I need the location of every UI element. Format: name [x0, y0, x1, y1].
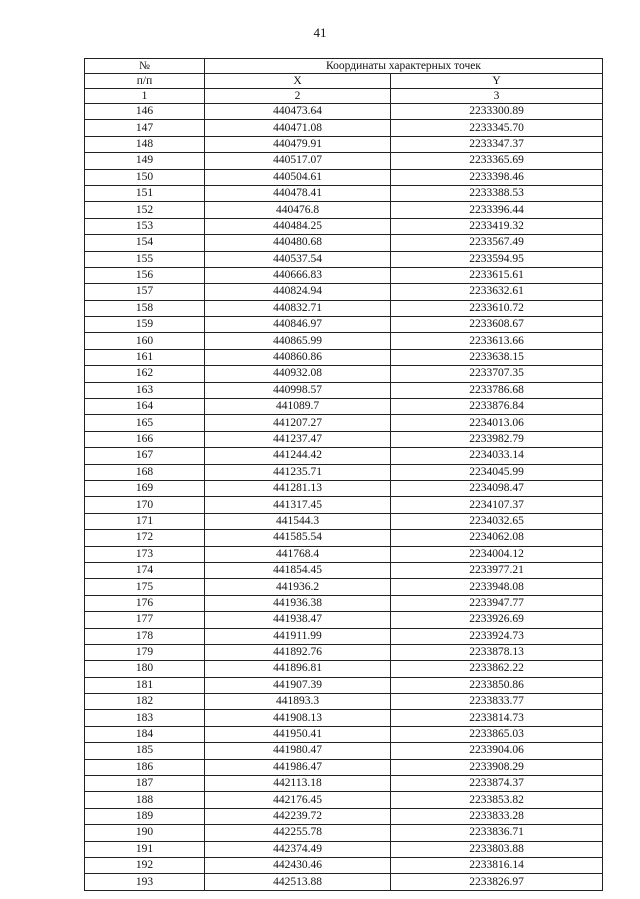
point-number-cell: 155 — [85, 251, 205, 267]
point-number-cell: 170 — [85, 497, 205, 513]
page-number: 41 — [313, 25, 327, 40]
x-coordinate-cell: 441281.13 — [205, 480, 391, 496]
y-coordinate-cell: 2234032.65 — [391, 513, 603, 529]
table-row — [85, 136, 603, 152]
x-coordinate-cell: 441938.47 — [205, 612, 391, 628]
table-row — [85, 448, 603, 464]
table-row — [85, 267, 603, 283]
x-coordinate-cell: 442430.46 — [205, 857, 391, 873]
point-number-cell: 190 — [85, 825, 205, 841]
table-row — [85, 677, 603, 693]
point-number-cell: 177 — [85, 612, 205, 628]
point-number-cell: 163 — [85, 382, 205, 398]
point-number-cell: 176 — [85, 595, 205, 611]
point-number-cell: 156 — [85, 267, 205, 283]
point-number-cell: 191 — [85, 841, 205, 857]
point-number-cell: 183 — [85, 710, 205, 726]
table-row — [85, 595, 603, 611]
point-number-cell: 150 — [85, 169, 205, 185]
column-number-1: 1 — [85, 89, 205, 104]
table-row — [85, 349, 603, 365]
x-coordinate-cell: 440484.25 — [205, 218, 391, 234]
table-row — [85, 825, 603, 841]
point-number-cell: 193 — [85, 874, 205, 890]
point-number-cell: 168 — [85, 464, 205, 480]
y-coordinate-cell: 2234004.12 — [391, 546, 603, 562]
x-coordinate-cell: 441544.3 — [205, 513, 391, 529]
point-number-cell: 192 — [85, 857, 205, 873]
table-row — [85, 169, 603, 185]
point-number-cell: 158 — [85, 300, 205, 316]
point-number-cell: 148 — [85, 136, 205, 152]
x-coordinate-cell: 442239.72 — [205, 808, 391, 824]
y-coordinate-cell: 2233904.06 — [391, 743, 603, 759]
y-coordinate-cell: 2233396.44 — [391, 202, 603, 218]
point-number-cell: 174 — [85, 562, 205, 578]
x-coordinate-cell: 440537.54 — [205, 251, 391, 267]
y-coordinate-cell: 2233365.69 — [391, 153, 603, 169]
y-coordinate-cell: 2233924.73 — [391, 628, 603, 644]
point-number-cell: 185 — [85, 743, 205, 759]
x-coordinate-cell: 440517.07 — [205, 153, 391, 169]
y-coordinate-cell: 2233613.66 — [391, 333, 603, 349]
table-row — [85, 841, 603, 857]
y-coordinate-cell: 2233608.67 — [391, 317, 603, 333]
table-row — [85, 153, 603, 169]
y-coordinate-cell: 2233632.61 — [391, 284, 603, 300]
table-row — [85, 284, 603, 300]
header-num-line2: п/п — [85, 74, 205, 89]
x-coordinate-cell: 441089.7 — [205, 399, 391, 415]
x-coordinate-cell: 441907.39 — [205, 677, 391, 693]
y-coordinate-cell: 2233347.37 — [391, 136, 603, 152]
x-coordinate-cell: 441854.45 — [205, 562, 391, 578]
x-coordinate-cell: 441896.81 — [205, 661, 391, 677]
x-coordinate-cell: 441317.45 — [205, 497, 391, 513]
point-number-cell: 172 — [85, 530, 205, 546]
table-row — [85, 300, 603, 316]
table-row — [85, 710, 603, 726]
point-number-cell: 157 — [85, 284, 205, 300]
x-coordinate-cell: 441892.76 — [205, 644, 391, 660]
y-coordinate-cell: 2234013.06 — [391, 415, 603, 431]
table-row — [85, 857, 603, 873]
table-row — [85, 415, 603, 431]
y-coordinate-cell: 2233610.72 — [391, 300, 603, 316]
y-coordinate-cell: 2233850.86 — [391, 677, 603, 693]
x-coordinate-cell: 441936.38 — [205, 595, 391, 611]
x-coordinate-cell: 440832.71 — [205, 300, 391, 316]
column-number-3: 3 — [391, 89, 603, 104]
point-number-cell: 153 — [85, 218, 205, 234]
point-number-cell: 167 — [85, 448, 205, 464]
x-coordinate-cell: 441893.3 — [205, 694, 391, 710]
x-coordinate-cell: 440471.08 — [205, 120, 391, 136]
x-coordinate-cell: 441911.99 — [205, 628, 391, 644]
point-number-cell: 184 — [85, 726, 205, 742]
point-number-cell: 159 — [85, 317, 205, 333]
point-number-cell: 164 — [85, 399, 205, 415]
x-coordinate-cell: 441986.47 — [205, 759, 391, 775]
point-number-cell: 182 — [85, 694, 205, 710]
x-coordinate-cell: 441908.13 — [205, 710, 391, 726]
point-number-cell: 179 — [85, 644, 205, 660]
y-coordinate-cell: 2233638.15 — [391, 349, 603, 365]
header-coordinates-group: Координаты характерных точек — [205, 59, 603, 74]
table-row — [85, 546, 603, 562]
table-row — [85, 251, 603, 267]
x-coordinate-cell: 440998.57 — [205, 382, 391, 398]
y-coordinate-cell: 2233300.89 — [391, 104, 603, 120]
x-coordinate-cell: 440824.94 — [205, 284, 391, 300]
table-row — [85, 185, 603, 201]
x-coordinate-cell: 440473.64 — [205, 104, 391, 120]
table-row — [85, 120, 603, 136]
y-coordinate-cell: 2233567.49 — [391, 235, 603, 251]
y-coordinate-cell: 2233947.77 — [391, 595, 603, 611]
table-row — [85, 464, 603, 480]
coordinates-table — [84, 58, 603, 891]
table-row — [85, 612, 603, 628]
header-y: Y — [391, 74, 603, 89]
x-coordinate-cell: 441237.47 — [205, 431, 391, 447]
point-number-cell: 152 — [85, 202, 205, 218]
x-coordinate-cell: 442113.18 — [205, 776, 391, 792]
table-row — [85, 235, 603, 251]
y-coordinate-cell: 2233876.84 — [391, 399, 603, 415]
x-coordinate-cell: 442176.45 — [205, 792, 391, 808]
y-coordinate-cell: 2233816.14 — [391, 857, 603, 873]
point-number-cell: 186 — [85, 759, 205, 775]
y-coordinate-cell: 2233594.95 — [391, 251, 603, 267]
x-coordinate-cell: 441585.54 — [205, 530, 391, 546]
point-number-cell: 181 — [85, 677, 205, 693]
table-row — [85, 628, 603, 644]
x-coordinate-cell: 440478.41 — [205, 185, 391, 201]
y-coordinate-cell: 2233926.69 — [391, 612, 603, 628]
x-coordinate-cell: 441950.41 — [205, 726, 391, 742]
x-coordinate-cell: 441768.4 — [205, 546, 391, 562]
y-coordinate-cell: 2233388.53 — [391, 185, 603, 201]
point-number-cell: 178 — [85, 628, 205, 644]
x-coordinate-cell: 440480.68 — [205, 235, 391, 251]
point-number-cell: 147 — [85, 120, 205, 136]
table-row — [85, 562, 603, 578]
point-number-cell: 160 — [85, 333, 205, 349]
y-coordinate-cell: 2233874.37 — [391, 776, 603, 792]
x-coordinate-cell: 440846.97 — [205, 317, 391, 333]
table-row — [85, 759, 603, 775]
x-coordinate-cell: 441244.42 — [205, 448, 391, 464]
column-number-2: 2 — [205, 89, 391, 104]
table-row — [85, 431, 603, 447]
y-coordinate-cell: 2234098.47 — [391, 480, 603, 496]
point-number-cell: 173 — [85, 546, 205, 562]
y-coordinate-cell: 2233948.08 — [391, 579, 603, 595]
table-row — [85, 644, 603, 660]
y-coordinate-cell: 2233826.97 — [391, 874, 603, 890]
y-coordinate-cell: 2233862.22 — [391, 661, 603, 677]
point-number-cell: 162 — [85, 366, 205, 382]
table-row — [85, 104, 603, 120]
y-coordinate-cell: 2233853.82 — [391, 792, 603, 808]
y-coordinate-cell: 2234107.37 — [391, 497, 603, 513]
y-coordinate-cell: 2234033.14 — [391, 448, 603, 464]
x-coordinate-cell: 440865.99 — [205, 333, 391, 349]
y-coordinate-cell: 2233814.73 — [391, 710, 603, 726]
point-number-cell: 169 — [85, 480, 205, 496]
table-row — [85, 776, 603, 792]
y-coordinate-cell: 2233878.13 — [391, 644, 603, 660]
y-coordinate-cell: 2233419.32 — [391, 218, 603, 234]
point-number-cell: 188 — [85, 792, 205, 808]
y-coordinate-cell: 2233865.03 — [391, 726, 603, 742]
header-num-line1: № — [85, 59, 205, 74]
table-row — [85, 497, 603, 513]
y-coordinate-cell: 2233615.61 — [391, 267, 603, 283]
table-row — [85, 366, 603, 382]
y-coordinate-cell: 2233982.79 — [391, 431, 603, 447]
point-number-cell: 175 — [85, 579, 205, 595]
point-number-cell: 189 — [85, 808, 205, 824]
point-number-cell: 187 — [85, 776, 205, 792]
table-row — [85, 530, 603, 546]
table-row — [85, 513, 603, 529]
table-row — [85, 579, 603, 595]
point-number-cell: 161 — [85, 349, 205, 365]
x-coordinate-cell: 440860.86 — [205, 349, 391, 365]
point-number-cell: 149 — [85, 153, 205, 169]
table-row — [85, 743, 603, 759]
x-coordinate-cell: 442374.49 — [205, 841, 391, 857]
y-coordinate-cell: 2233833.77 — [391, 694, 603, 710]
point-number-cell: 166 — [85, 431, 205, 447]
y-coordinate-cell: 2234045.99 — [391, 464, 603, 480]
y-coordinate-cell: 2234062.08 — [391, 530, 603, 546]
table-row — [85, 874, 603, 890]
header-x: X — [205, 74, 391, 89]
table-row — [85, 726, 603, 742]
x-coordinate-cell: 441207.27 — [205, 415, 391, 431]
table-row — [85, 808, 603, 824]
x-coordinate-cell: 441235.71 — [205, 464, 391, 480]
x-coordinate-cell: 440666.83 — [205, 267, 391, 283]
table-row — [85, 694, 603, 710]
y-coordinate-cell: 2233707.35 — [391, 366, 603, 382]
table-row — [85, 382, 603, 398]
table-row — [85, 480, 603, 496]
y-coordinate-cell: 2233836.71 — [391, 825, 603, 841]
x-coordinate-cell: 440932.08 — [205, 366, 391, 382]
y-coordinate-cell: 2233977.21 — [391, 562, 603, 578]
x-coordinate-cell: 440476.8 — [205, 202, 391, 218]
coordinates-table-body — [85, 59, 603, 891]
point-number-cell: 151 — [85, 185, 205, 201]
header-row-2 — [85, 74, 603, 89]
table-row — [85, 399, 603, 415]
x-coordinate-cell: 440479.91 — [205, 136, 391, 152]
x-coordinate-cell: 441980.47 — [205, 743, 391, 759]
column-number-row — [85, 89, 603, 104]
x-coordinate-cell: 442255.78 — [205, 825, 391, 841]
y-coordinate-cell: 2233345.70 — [391, 120, 603, 136]
table-row — [85, 317, 603, 333]
point-number-cell: 165 — [85, 415, 205, 431]
point-number-cell: 146 — [85, 104, 205, 120]
x-coordinate-cell: 441936.2 — [205, 579, 391, 595]
table-row — [85, 792, 603, 808]
header-row-1 — [85, 59, 603, 74]
point-number-cell: 154 — [85, 235, 205, 251]
x-coordinate-cell: 440504.61 — [205, 169, 391, 185]
y-coordinate-cell: 2233786.68 — [391, 382, 603, 398]
table-row — [85, 218, 603, 234]
table-row — [85, 202, 603, 218]
y-coordinate-cell: 2233908.29 — [391, 759, 603, 775]
y-coordinate-cell: 2233833.28 — [391, 808, 603, 824]
x-coordinate-cell: 442513.88 — [205, 874, 391, 890]
y-coordinate-cell: 2233803.88 — [391, 841, 603, 857]
table-row — [85, 333, 603, 349]
y-coordinate-cell: 2233398.46 — [391, 169, 603, 185]
point-number-cell: 180 — [85, 661, 205, 677]
table-row — [85, 661, 603, 677]
point-number-cell: 171 — [85, 513, 205, 529]
